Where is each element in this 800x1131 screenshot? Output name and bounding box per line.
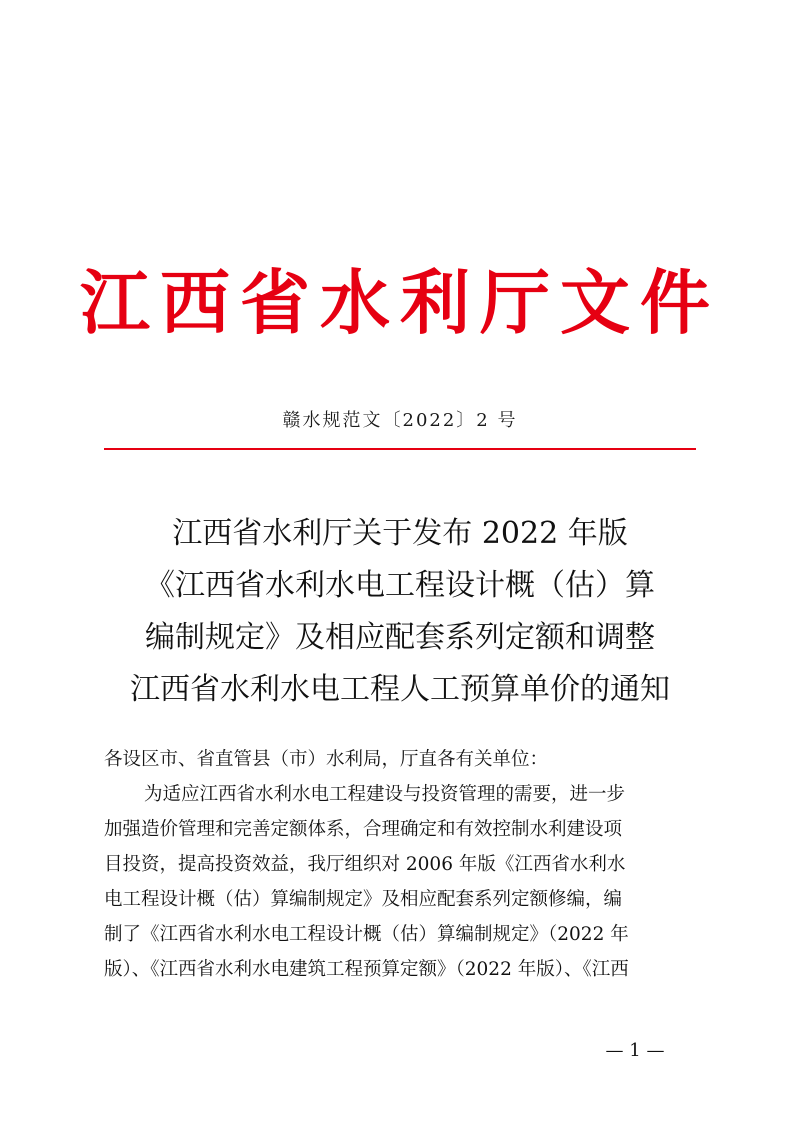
body-line: 电工程设计概（估）算编制规定》及相应配套系列定额修编，编 (104, 889, 623, 910)
salutation: 各设区市、省直管县（市）水利局，厅直各有关单位： (104, 749, 549, 770)
issuer-title: 江西省水利厅文件 (80, 261, 720, 344)
body-line: 为适应江西省水利水电工程建设与投资管理的需要，进一步 (144, 784, 626, 805)
body-line: 制了《江西省水利水电工程设计概（估）算编制规定》（2022 年 (104, 924, 629, 945)
title-line: 《江西省水利水电工程设计概（估）算 (145, 568, 655, 603)
red-divider-line (104, 448, 696, 450)
page-number: — 1 — (605, 1040, 665, 1061)
body-line: 加强造价管理和完善定额体系，合理确定和有效控制水利建设项 (104, 819, 623, 840)
body-line: 目投资，提高投资效益，我厅组织对 2006 年版《江西省水利水 (104, 854, 626, 875)
title-line: 编制规定》及相应配套系列定额和调整 (145, 620, 655, 655)
title-line: 江西省水利厅关于发布 2022 年版 (172, 516, 628, 551)
document-title (60, 508, 740, 716)
document-body (104, 742, 704, 987)
body-line: 版）、《江西省水利水电建筑工程预算定额》（2022 年版）、《江西 (104, 959, 629, 980)
title-line: 江西省水利水电工程人工预算单价的通知 (130, 672, 670, 707)
document-number: 赣水规范文〔2022〕2 号 (282, 410, 518, 431)
